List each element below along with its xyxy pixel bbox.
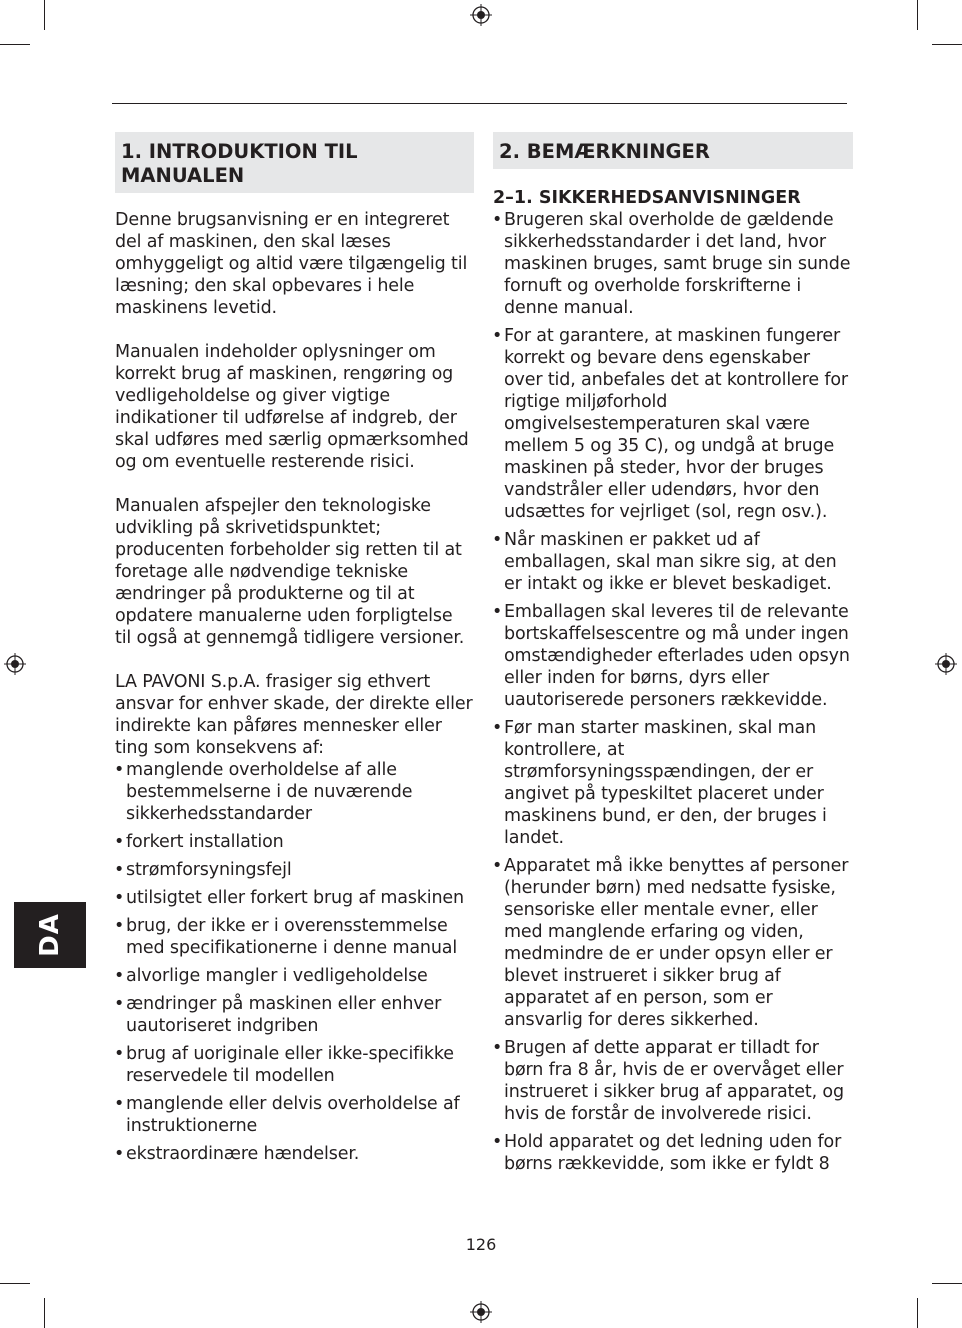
list-item: • ændringer på maskinen eller enhver uautoriseret indgriben <box>114 994 442 1036</box>
list-item: • For at garantere, at maskinen fungerer korrekt og bevare dens egenskaber over tid, anbefales det at kontrollere for rigtige miljøforhold omgivelsestemperaturen skal være mellem 5 og 35 C), og undgå at bruge maskinen på steder, hvor der bruges vandstråler eller udendørs, hvor den udsættes for vejrliget (sol, regn osv.). <box>492 326 848 522</box>
bullet: • <box>114 888 125 908</box>
section-body <box>115 209 474 1165</box>
list-item: • brug af uoriginale eller ikke-specifikke reservedele til modellen <box>114 1044 454 1086</box>
language-tab <box>14 902 86 968</box>
bullet: • <box>114 994 125 1014</box>
bullet: • <box>492 856 503 876</box>
list-item: • manglende eller delvis overholdelse af instruktionerne <box>114 1094 460 1136</box>
crop-mark <box>932 44 962 45</box>
list-item: • utilsigtet eller forkert brug af maskinen <box>114 888 464 908</box>
list-item: • forkert installation <box>114 832 284 852</box>
bullet: • <box>114 860 125 880</box>
paragraph: Denne brugsanvisning er en integreret del af maskinen, den skal læses omhyggeligt og altid være tilgængelig til læsning; den skal opbevares i hele maskinens levetid. <box>115 210 468 318</box>
bullet: • <box>492 530 503 550</box>
list-item: • strømforsyningsfejl <box>114 860 292 880</box>
bullet: • <box>114 1094 125 1114</box>
language-tab-label: DA <box>35 913 65 957</box>
section-notes <box>493 132 853 1181</box>
crop-mark <box>0 1283 30 1284</box>
bullet: • <box>492 1132 503 1152</box>
list-item: • brug, der ikke er i overensstemmelse med specifikationerne i denne manual <box>114 916 458 958</box>
crop-mark <box>0 44 30 45</box>
crop-mark <box>917 1298 918 1328</box>
list-item: • ekstraordinære hændelser. <box>114 1144 360 1164</box>
bullet: • <box>492 602 503 622</box>
list-item: • Hold apparatet og det ledning uden for børns rækkevidde, som ikke er fyldt 8 <box>492 1132 842 1174</box>
paragraph: LA PAVONI S.p.A. frasiger sig ethvert ansvar for enhver skade, der direkte eller indirekte kan påføres mennesker eller ting som konsekvens af: <box>115 672 473 758</box>
registration-crosshair-icon <box>4 653 26 675</box>
registration-crosshair-icon <box>470 1301 492 1323</box>
bullet: • <box>114 916 125 936</box>
bullet: • <box>114 832 125 852</box>
list-item: • Brugen af dette apparat er tilladt for børn fra 8 år, hvis de er overvåget eller instrueret i sikker brug af apparatet, og hvis de forstår de involverede risici. <box>492 1038 844 1124</box>
list-item: • alvorlige mangler i vedligeholdelse <box>114 966 428 986</box>
page-number: 126 <box>465 1235 497 1254</box>
list-item: • Emballagen skal leveres til de relevante bortskaffelsescentre og må under ingen omstændigheder efterlades uden opsyn eller inden for børns, dyrs eller uautoriserede personers rækkevidde. <box>492 602 850 710</box>
registration-crosshair-icon <box>935 653 957 675</box>
header-rule <box>112 103 847 104</box>
crop-mark <box>917 0 918 30</box>
section-title: 1. INTRODUKTION TIL MANUALEN <box>115 132 474 193</box>
liability-list <box>115 759 474 1165</box>
section-title: 2. BEMÆRKNINGER <box>493 132 853 169</box>
registration-crosshair-icon <box>470 4 492 26</box>
list-item: • manglende overholdelse af alle bestemmelserne i de nuværende sikkerhedsstandarder <box>114 760 413 824</box>
list-item: • Før man starter maskinen, skal man kontrollere, at strømforsyningsspændingen, der er angivet på typeskiltet placeret under maskinens bund, er den, der bruges i landet. <box>492 718 827 848</box>
bullet: • <box>492 210 503 230</box>
safety-list <box>493 209 853 1175</box>
crop-mark <box>44 0 45 30</box>
bullet: • <box>114 966 125 986</box>
list-item: • Når maskinen er pakket ud af emballagen, skal man sikre sig, at den er intakt og ikke er blevet beskadiget. <box>492 530 837 594</box>
list-item: • Brugeren skal overholde de gældende sikkerhedsstandarder i det land, hvor maskinen bruges, samt bruge sin sunde fornuft og overholde forskrifterne i denne manual. <box>492 210 851 318</box>
section-introduction <box>115 132 474 1171</box>
bullet: • <box>492 718 503 738</box>
bullet: • <box>492 1038 503 1058</box>
bullet: • <box>114 760 125 780</box>
paragraph: Manualen indeholder oplysninger om korrekt brug af maskinen, rengøring og vedligeholdelse og giver vigtige indikationer til udførelse af indgreb, der skal udføres med særlig opmærksomhed og om eventuelle resterende risici. <box>115 342 469 472</box>
list-item: • Apparatet må ikke benyttes af personer (herunder børn) med nedsatte fysiske, sensoriske eller mentale evner, eller med manglende erfaring og viden, medmindre de er under opsyn eller er blevet instrueret i sikker brug af apparatet af en person, som er ansvarlig for deres sikkerhed. <box>492 856 849 1030</box>
bullet: • <box>114 1144 125 1164</box>
bullet: • <box>492 326 503 346</box>
crop-mark <box>44 1298 45 1328</box>
crop-mark <box>932 1283 962 1284</box>
subsection-title: 2–1. SIKKERHEDSANVISNINGER <box>493 188 801 208</box>
bullet: • <box>114 1044 125 1064</box>
paragraph: Manualen afspejler den teknologiske udvikling på skrivetidspunktet; producenten forbeholder sig retten til at foretage alle nødvendige tekniske ændringer på produkterne og til at opdatere manualerne uden forpligtelse til også at gennemgå tidligere versioner. <box>115 496 465 648</box>
